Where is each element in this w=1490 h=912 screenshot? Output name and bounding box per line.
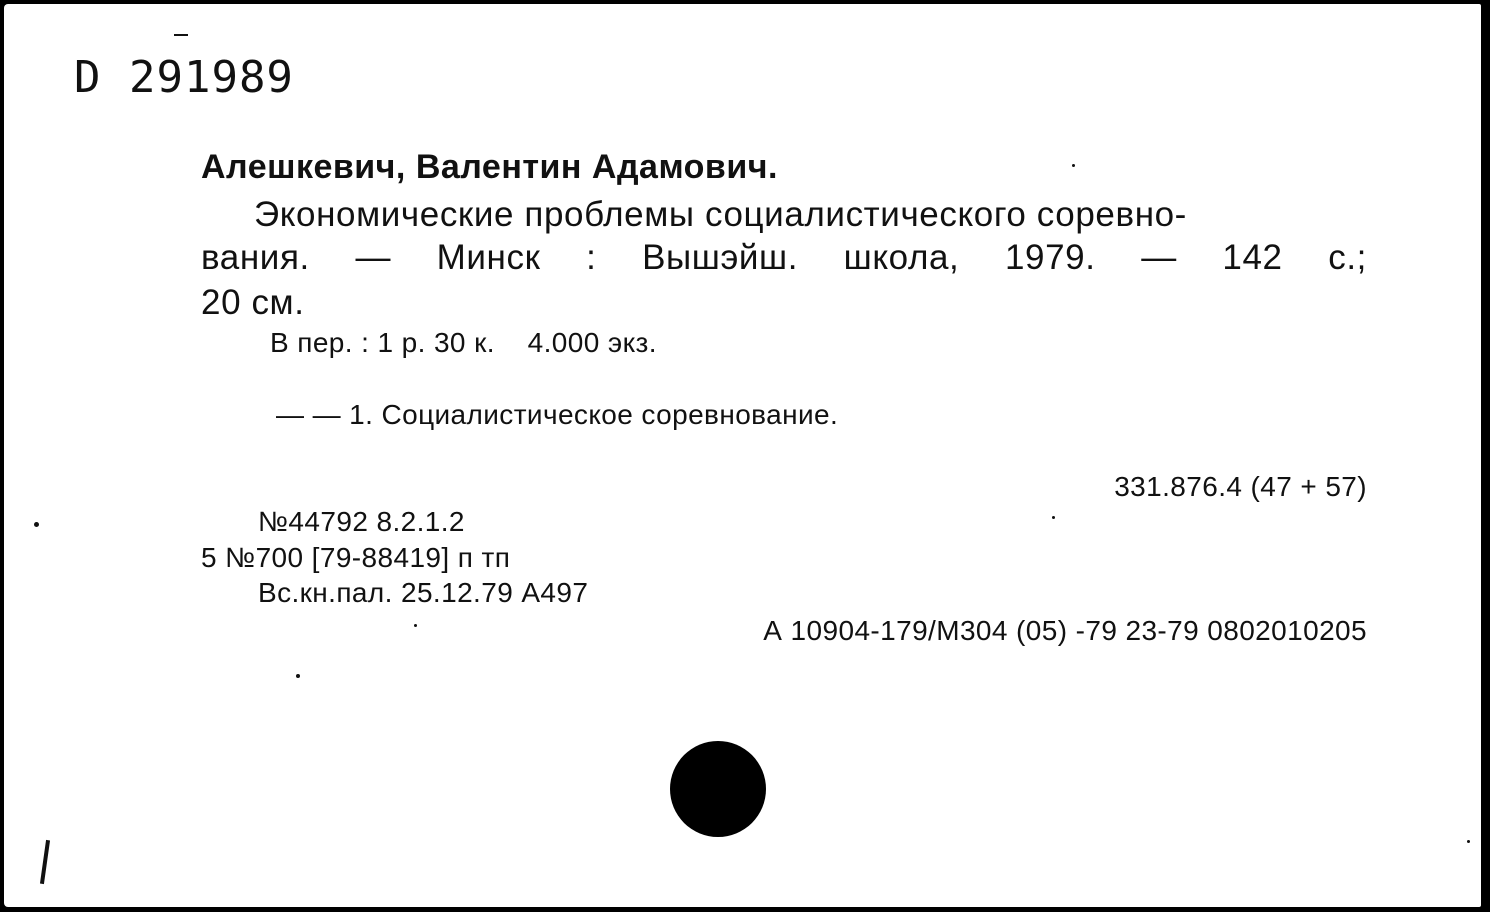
title-line-2-word: 1979. xyxy=(1004,238,1096,277)
catalog-number: D 291989 xyxy=(74,52,294,103)
scan-speck xyxy=(296,674,300,678)
title-line-2-word: — xyxy=(355,238,392,277)
publication-code: А 10904-179/М304 (05) -79 23-79 0802010205 xyxy=(763,615,1367,646)
punch-hole xyxy=(670,741,766,837)
scan-speck xyxy=(34,522,39,527)
title-line-2-word: Минск xyxy=(436,238,541,277)
pen-mark xyxy=(40,840,50,884)
title-line-2-word: с.; xyxy=(1328,238,1367,277)
subject-heading: — — 1. Социалистическое соревнование. xyxy=(276,399,839,430)
title-line-1: Экономические проблемы социалистического соревно- xyxy=(254,195,1187,234)
title-line-2-word: вания. xyxy=(201,238,310,277)
udc-classification: 331.876.4 (47 + 57) xyxy=(1114,471,1367,502)
title-line-2 xyxy=(201,240,1367,275)
scan-speck xyxy=(1052,516,1055,519)
author-heading: Алешкевич, Валентин Адамович. xyxy=(201,148,778,186)
book-chamber-line: Вс.кн.пал. 25.12.79 А497 xyxy=(258,577,589,608)
scan-speck xyxy=(414,624,417,627)
title-line-2-word: : xyxy=(586,238,597,277)
scan-speck xyxy=(174,34,188,36)
price-circulation: В пер. : 1 р. 30 к. 4.000 экз. xyxy=(270,327,657,358)
scan-speck xyxy=(1467,840,1470,843)
title-line-3: 20 см. xyxy=(201,283,305,322)
catalog-card xyxy=(4,4,1481,907)
title-line-2-word: Вышэйш. xyxy=(642,238,799,277)
title-line-2-word: — xyxy=(1141,238,1177,277)
order-line: 5 №700 [79-88419] п тп xyxy=(201,542,511,573)
registration-number: №44792 8.2.1.2 xyxy=(258,506,465,537)
title-line-2-word: школа, xyxy=(843,238,960,277)
scan-speck xyxy=(1072,164,1075,167)
title-line-2-word: 142 xyxy=(1222,238,1283,277)
